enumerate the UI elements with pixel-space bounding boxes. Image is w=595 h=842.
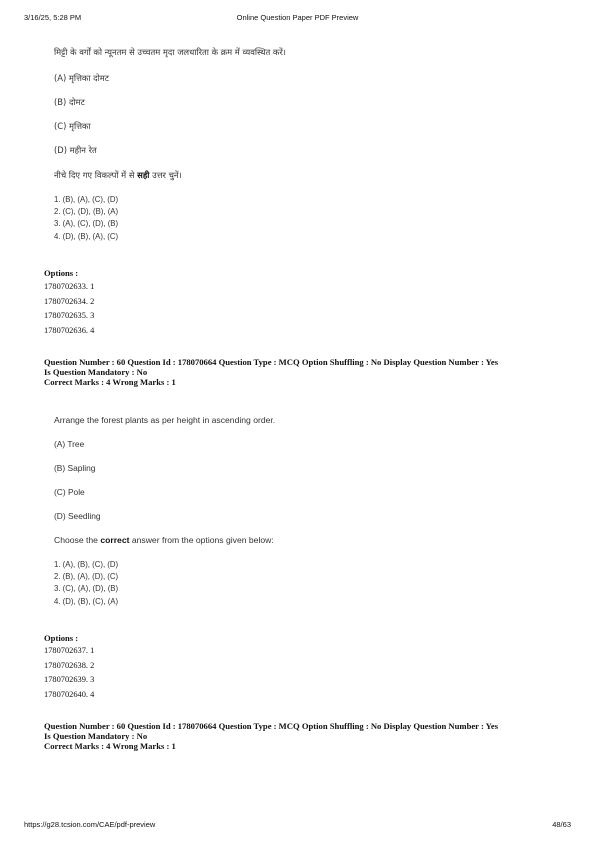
answer-choice: 4. (D), (B), (C), (A): [54, 596, 119, 606]
option-id: 1780702639. 3: [44, 675, 95, 685]
choose-post: उत्तर चुनें।: [149, 170, 182, 180]
choose-instruction: [54, 535, 274, 545]
answer-choice: 3. (A), (C), (D), (B): [54, 219, 119, 229]
question-prompt: Arrange the forest plants as per height in ascending order.: [54, 415, 276, 425]
question-meta: [44, 357, 564, 387]
option-id: 1780702633. 1: [44, 282, 95, 291]
choose-post: answer from the options given below:: [129, 535, 274, 545]
option-id-list: [44, 644, 94, 702]
option-id: 1780702634. 2: [44, 296, 95, 306]
answer-choice: 3. (C), (A), (D), (B): [54, 584, 119, 594]
choose-pre: नीचे दिए गए विकल्पों में से: [54, 170, 138, 180]
choose-bold: सही: [137, 170, 150, 180]
option-id: 1780702636. 4: [44, 325, 95, 335]
choose-instruction-hindi: [54, 170, 182, 181]
option-id: 1780702637. 1: [44, 646, 95, 655]
options-label: Options :: [44, 268, 79, 278]
print-datetime: 3/16/25, 5:28 PM: [24, 13, 82, 22]
question-item-c: (C) Pole: [54, 487, 85, 497]
answer-choice: 1. (B), (A), (C), (D): [54, 195, 119, 204]
question-item-a: (A) मृत्तिका दोमट: [54, 73, 109, 83]
question-meta: [44, 721, 564, 751]
answer-choice: 1. (A), (B), (C), (D): [54, 560, 119, 569]
question-meta-line1: Question Number : 60 Question Id : 178070664 Question Type : MCQ Option Shuffling : No Display Question Number : Yes: [44, 357, 499, 367]
option-id: 1780702635. 3: [44, 311, 95, 321]
question-prompt-hindi: मिट्टी के वर्गों को न्यूनतम से उच्चतम मृदा जलधारिता के क्रम में व्यवस्थित करें।: [54, 47, 286, 57]
answer-choice: 2. (B), (A), (D), (C): [54, 572, 119, 582]
page-number: 48/63: [552, 820, 571, 829]
question-item-a: (A) Tree: [54, 439, 85, 449]
page-title: Online Question Paper PDF Preview: [236, 13, 359, 22]
question-item-b: (B) Sapling: [54, 463, 96, 473]
options-label: Options :: [44, 633, 79, 643]
question-mandatory: Is Question Mandatory : No: [44, 367, 148, 377]
option-id: 1780702638. 2: [44, 660, 95, 670]
question-item-b: (B) दोमट: [54, 97, 85, 107]
question-item-d: (D) महीन रेत: [54, 145, 97, 155]
question-item-d: (D) Seedling: [54, 511, 101, 521]
question-meta-line1: Question Number : 60 Question Id : 178070664 Question Type : MCQ Option Shuffling : No Display Question Number : Yes: [44, 721, 499, 731]
answer-choice: 4. (D), (B), (A), (C): [54, 231, 119, 241]
answer-choices: [54, 559, 118, 608]
question-item-c: (C) मृत्तिका: [54, 121, 91, 131]
answer-choice: 2. (C), (D), (B), (A): [54, 207, 119, 217]
question-mandatory: Is Question Mandatory : No: [44, 731, 148, 741]
footer-url: https://g28.tcsion.com/CAE/pdf-preview: [24, 820, 156, 829]
question-marks: Correct Marks : 4 Wrong Marks : 1: [44, 741, 176, 751]
choose-pre: Choose the: [54, 535, 101, 545]
option-id-list: [44, 280, 94, 338]
choose-bold: correct: [100, 535, 130, 545]
question-marks: Correct Marks : 4 Wrong Marks : 1: [44, 377, 176, 387]
option-id: 1780702640. 4: [44, 689, 95, 699]
answer-choices: [54, 194, 118, 243]
